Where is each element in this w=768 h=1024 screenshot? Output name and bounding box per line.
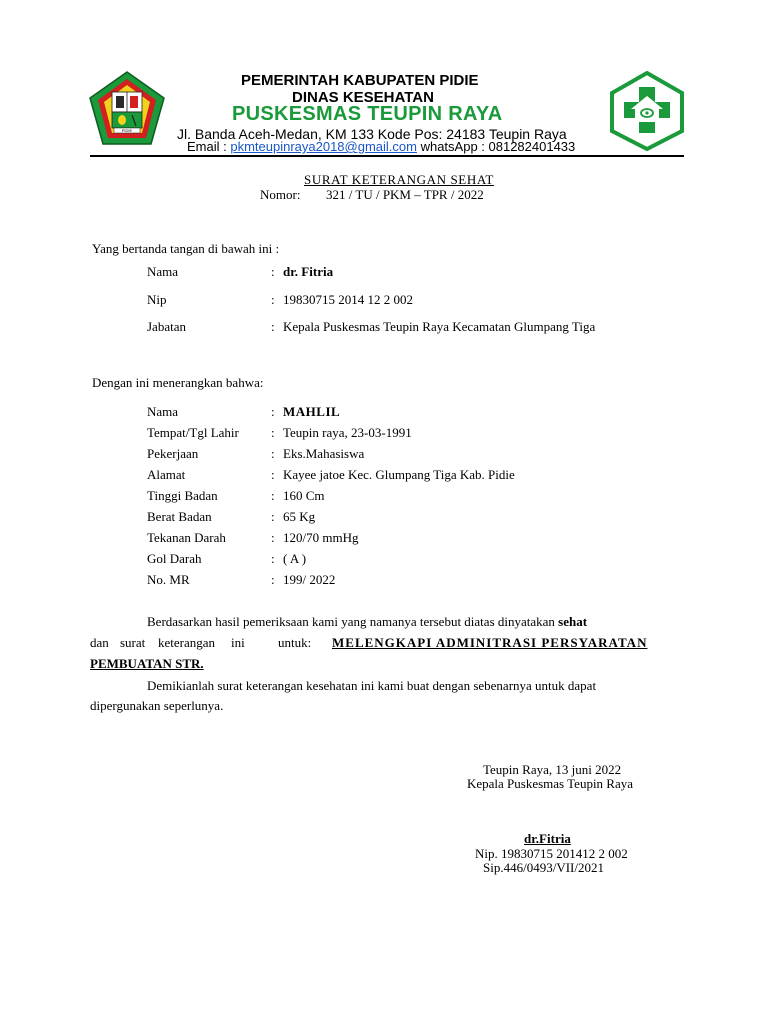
- subject-birth-value: Teupin raya, 23-03-1991: [283, 425, 412, 440]
- subject-height-value: 160 Cm: [283, 488, 325, 503]
- signature-sip: Sip.446/0493/VII/2021: [483, 860, 604, 875]
- nomor-label: Nomor:: [260, 187, 301, 202]
- colon: :: [271, 572, 275, 587]
- colon: :: [271, 467, 275, 482]
- email-link[interactable]: pkmteupinraya2018@gmail.com: [230, 139, 417, 154]
- subject-label: Tinggi Badan: [147, 488, 218, 503]
- subject-label: Alamat: [147, 467, 186, 482]
- subject-occupation-value: Eks.Mahasiswa: [283, 446, 365, 461]
- colon: :: [271, 319, 275, 334]
- colon: :: [271, 488, 275, 503]
- signer-position-value: Kepala Puskesmas Teupin Raya Kecamatan Glumpang Tiga: [283, 319, 596, 334]
- statement-text: Berdasarkan hasil pemeriksaan kami yang namanya tersebut diatas dinyatakan: [147, 614, 555, 629]
- closing-line2: dipergunakan seperlunya.: [90, 698, 224, 713]
- colon: :: [271, 509, 275, 524]
- subject-label: No. MR: [147, 572, 190, 587]
- address: Jl. Banda Aceh-Medan, KM 133 Kode Pos: 24183 Teupin Raya: [177, 126, 567, 142]
- signature-name: dr.Fitria: [524, 831, 571, 846]
- subject-label: Berat Badan: [147, 509, 212, 524]
- letter-title: SURAT KETERANGAN SEHAT: [304, 172, 494, 187]
- subject-bp-value: 120/70 mmHg: [283, 530, 359, 545]
- nomor-value: 321 / TU / PKM – TPR / 2022: [326, 187, 484, 202]
- subject-name-value: MAHLIL: [283, 404, 341, 419]
- signer-nip-value: 19830715 2014 12 2 002: [283, 292, 413, 307]
- puskesmas-name: PUSKESMAS TEUPIN RAYA: [232, 103, 503, 125]
- colon: :: [271, 264, 275, 279]
- contact-line: [187, 139, 575, 154]
- whatsapp: whatsApp : 081282401433: [416, 139, 576, 154]
- puskesmas-logo: [608, 69, 686, 151]
- subject-address-value: Kayee jatoe Kec. Glumpang Tiga Kab. Pidie: [283, 467, 515, 482]
- email-label: Email :: [187, 139, 231, 154]
- signer-nip-label: Nip: [147, 292, 167, 307]
- statement-line1: [147, 614, 587, 630]
- signer-position-label: Jabatan: [147, 319, 186, 334]
- subject-label: Gol Darah: [147, 551, 202, 566]
- statement-line2-word: surat: [120, 635, 146, 650]
- signer-name-value: dr. Fitria: [283, 264, 334, 279]
- logo-caption: PIDIE: [121, 128, 133, 133]
- header-divider: [90, 155, 684, 157]
- place-date: Teupin Raya, 13 juni 2022: [483, 762, 622, 777]
- colon: :: [271, 446, 275, 461]
- colon: :: [271, 530, 275, 545]
- subject-label: Tekanan Darah: [147, 530, 226, 545]
- subject-blood-value: ( A ): [283, 551, 307, 566]
- statement-line2-word: untuk:: [278, 635, 312, 650]
- signer-title: Kepala Puskesmas Teupin Raya: [467, 776, 634, 791]
- subject-mr-value: 199/ 2022: [283, 572, 336, 587]
- subject-label: Pekerjaan: [147, 446, 199, 461]
- colon: :: [271, 551, 275, 566]
- signer-intro: Yang bertanda tangan di bawah ini :: [92, 241, 280, 256]
- department-name: DINAS KESEHATAN: [292, 89, 434, 106]
- subject-weight-value: 65 Kg: [283, 509, 316, 524]
- subject-label: Tempat/Tgl Lahir: [147, 425, 239, 440]
- government-name: PEMERINTAH KABUPATEN PIDIE: [241, 72, 479, 89]
- signature-nip: Nip. 19830715 201412 2 002: [475, 846, 628, 861]
- health-status: sehat: [558, 614, 588, 629]
- subject-label: Nama: [147, 404, 179, 419]
- signer-name-label: Nama: [147, 264, 179, 279]
- closing-line1: Demikianlah surat keterangan kesehatan ini kami buat dengan sebenarnya untuk dapat: [147, 678, 597, 693]
- pidie-regency-logo: [88, 70, 166, 148]
- purpose-line2: PEMBUATAN STR.: [90, 656, 204, 671]
- colon: :: [271, 425, 275, 440]
- statement-line2-word: keterangan: [158, 635, 216, 650]
- colon: :: [271, 404, 275, 419]
- purpose-line1: MELENGKAPI ADMINITRASI PERSYARATAN: [332, 635, 648, 650]
- subject-intro: Dengan ini menerangkan bahwa:: [92, 375, 264, 390]
- colon: :: [271, 292, 275, 307]
- statement-line2-word: dan: [90, 635, 109, 650]
- statement-line2-word: ini: [231, 635, 245, 650]
